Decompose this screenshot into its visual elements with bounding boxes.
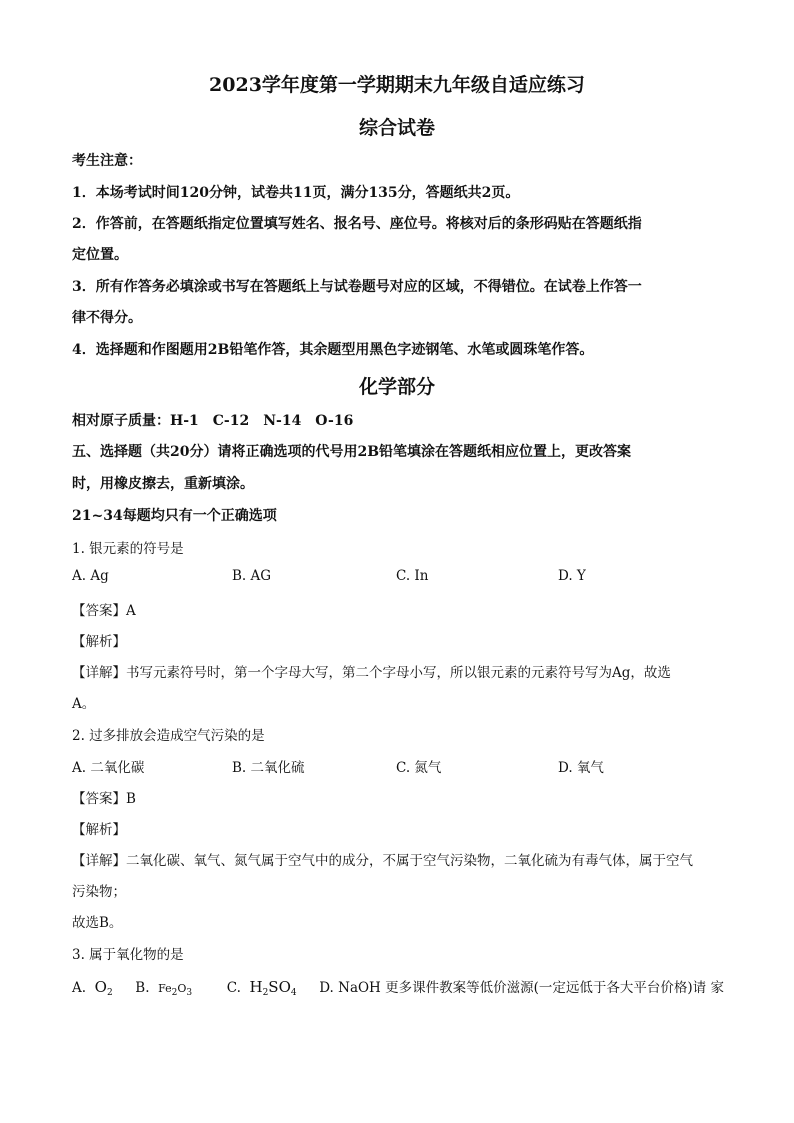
q2-option-b: B. 二氧化硫 (232, 760, 305, 776)
q1-detail: 【详解】书写元素符号时，第一个字母大写，第二个字母小写，所以银元素的元素符号写为Ag，故选 (72, 665, 671, 681)
section-instructions-cont: 时，用橡皮擦去，重新填涂。 (72, 476, 254, 492)
q1-detail-cont: A。 (72, 696, 96, 712)
exam-title: 2023学年度第一学期期末九年级自适应练习 (209, 74, 585, 96)
q2-option-c: C. 氮气 (396, 760, 442, 776)
notice-heading: 考生注意： (72, 153, 142, 169)
q1-option-a: A. Ag (72, 568, 109, 584)
q2-stem: 2. 过多排放会造成空气污染的是 (72, 728, 265, 744)
notice-item-4: 4．选择题和作图题用2B铅笔作答，其余题型用黑色字迹钢笔、水笔或圆珠笔作答。 (72, 342, 594, 358)
notice-item-2: 2．作答前，在答题纸指定位置填写姓名、报名号、座位号。将核对后的条形码贴在答题纸指 (72, 216, 642, 232)
q2-detail: 【详解】二氧化碳、氧气、氮气属于空气中的成分，不属于空气污染物，二氧化硫为有毒气体，属于空气 (72, 853, 693, 869)
q3-options-row (72, 976, 722, 996)
q2-option-a: A. 二氧化碳 (72, 760, 145, 776)
q2-analysis: 【解析】 (72, 822, 126, 838)
notice-item-3: 3．所有作答务必填涂或书写在答题纸上与试卷题号对应的区域，不得错位。在试卷上作答一 (72, 279, 642, 295)
q3-stem: 3. 属于氧化物的是 (72, 947, 184, 963)
q1-stem: 1. 银元素的符号是 (72, 541, 184, 557)
q2-conclusion: 故选B。 (72, 915, 123, 931)
q1-analysis: 【解析】 (72, 634, 126, 650)
q1-option-d: D. Y (558, 568, 586, 584)
q3-option-d: D. NaOH (319, 980, 381, 996)
q2-answer: 【答案】B (72, 791, 136, 807)
q1-option-b: B. AG (232, 568, 272, 584)
exam-subtitle: 综合试卷 (358, 117, 435, 139)
section-title: 化学部分 (358, 376, 435, 398)
q2-detail-cont: 污染物； (72, 884, 126, 900)
q2-option-d: D. 氧气 (558, 760, 604, 776)
section-instructions: 五、选择题（共20分）请将正确选项的代号用2B铅笔填涂在答题纸相应位置上，更改答案 (72, 444, 632, 460)
notice-item-1: 1．本场考试时间120分钟，试卷共11页，满分135分，答题纸共2页。 (72, 185, 520, 201)
promo-text: 更多课件教案等低价滋源(一定远低于各大平台价格)请 家 (385, 980, 724, 996)
q3-option-a: A. $O_2$ (72, 978, 113, 998)
q1-answer: 【答案】A (72, 603, 136, 619)
notice-item-2-cont: 定位置。 (72, 247, 128, 263)
q1-option-c: C. In (396, 568, 429, 584)
q3-option-c: C. $H_2SO_4$ (226, 978, 297, 998)
notice-item-3-cont: 律不得分。 (72, 310, 142, 326)
q3-option-b: B. $Fe_2O_3$ (135, 980, 193, 998)
atomic-mass: 相对原子质量：H-1 C-12 N-14 O-16 (72, 413, 354, 429)
sub-instruction: 21~34每题均只有一个正确选项 (72, 508, 277, 524)
